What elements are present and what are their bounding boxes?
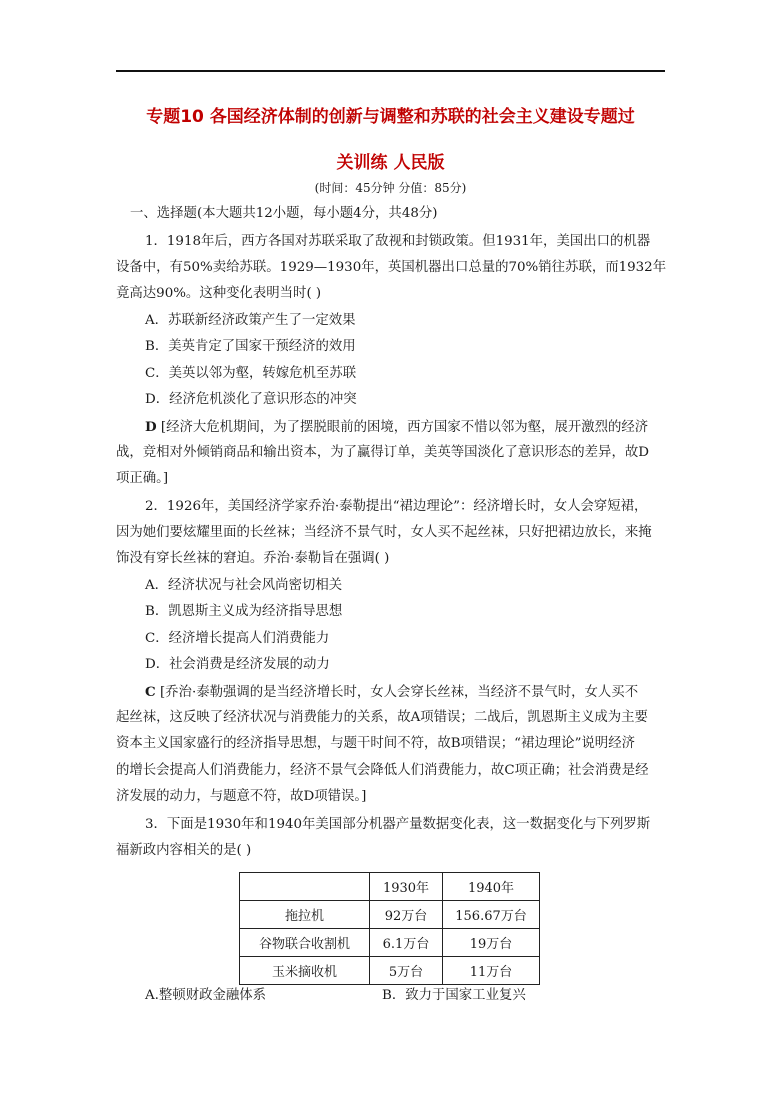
table-header-cell [240,873,370,901]
table-row [240,929,540,957]
q3-option-a: A.整顿财政金融体系 [145,988,267,1003]
table-header-cell: 1930年 [370,873,443,901]
q1-option-c: C．美英以邻为壑，转嫁危机至苏联 [145,366,357,381]
table-cell: 拖拉机 [240,901,370,929]
table-cell: 玉米摘收机 [240,957,370,985]
section-heading: 一、选择题(本大题共12小题，每小题4分，共48分) [130,206,438,221]
q2-explanation-line1: C [乔治·泰勒强调的是当经济增长时，女人会穿长丝袜，当经济不景气时，女人买不 [145,684,639,700]
q2-stem-line1: 2．1926年，美国经济学家乔治·泰勒提出“裙边理论”：经济增长时，女人会穿短裙， [145,499,648,514]
q1-option-a: A．苏联新经济政策产生了一定效果 [145,313,356,328]
q2-explanation-line5: 济发展的动力，与题意不符，故D项错误。] [116,789,367,804]
q2-option-b: B．凯恩斯主义成为经济指导思想 [145,604,343,619]
table-cell: 156.67万台 [443,901,540,929]
table-cell: 92万台 [370,901,443,929]
q1-option-b: B．美英肯定了国家干预经济的效用 [145,339,356,354]
table-cell: 6.1万台 [370,929,443,957]
q1-explanation-line1: D [经济大危机期间，为了摆脱眼前的困境，西方国家不惜以邻为壑，展开激烈的经济 [145,419,649,435]
q1-answer: D [145,419,157,435]
q1-explanation-line2: 战，竞相对外倾销商品和输出资本，为了赢得订单，美英等国淡化了意识形态的差异，故D [116,445,649,460]
table-header-row [240,873,540,901]
table-cell: 19万台 [443,929,540,957]
q2-stem-line2: 因为她们要炫耀里面的长丝袜；当经济不景气时，女人买不起丝袜，只好把裙边放长，来掩 [116,525,652,540]
table-cell: 5万台 [370,957,443,985]
q2-stem-line3: 饰没有穿长丝袜的窘迫。乔治·泰勒旨在强调( ) [116,551,390,566]
table-cell: 11万台 [443,957,540,985]
q2-option-d: D．社会消费是经济发展的动力 [145,657,330,672]
exam-meta: (时间：45分钟 分值：85分) [314,181,467,195]
page-title-line1: 专题10 各国经济体制的创新与调整和苏联的社会主义建设专题过 [146,107,635,127]
header-rule [116,70,665,72]
q2-answer: C [145,684,156,700]
table-cell: 谷物联合收割机 [240,929,370,957]
q3-option-b: B．致力于国家工业复兴 [382,988,526,1003]
table-row [240,957,540,985]
q2-option-a: A．经济状况与社会风尚密切相关 [145,578,343,593]
q3-stem-line1: 3．下面是1930年和1940年美国部分机器产量数据变化表，这一数据变化与下列罗斯 [145,817,651,832]
q1-explanation-line3: 项正确。] [116,471,169,486]
q2-explanation-line3: 资本主义国家盛行的经济指导思想，与题干时间不符，故B项错误；“裙边理论”说明经济 [116,736,635,751]
table-row [240,901,540,929]
q2-option-c: C．经济增长提高人们消费能力 [145,631,330,646]
q2-explanation-line2: 起丝袜，这反映了经济状况与消费能力的关系，故A项错误；二战后，凯恩斯主义成为主要 [116,710,648,725]
q2-explanation-line4: 的增长会提高人们消费能力，经济不景气会降低人们消费能力，故C项正确；社会消费是经 [116,763,649,778]
q3-stem-line2: 福新政内容相关的是( ) [116,843,252,858]
table-header-cell: 1940年 [443,873,540,901]
data-table [239,872,540,985]
q1-stem-line3: 竟高达90%。这种变化表明当时( ) [116,286,322,301]
q1-stem-line2: 设备中，有50%卖给苏联。1929—1930年，英国机器出口总量的70%销往苏联，而1932年 [116,260,667,275]
page-title-line2: 关训练 人民版 [336,153,445,173]
q1-option-d: D．经济危机淡化了意识形态的冲突 [145,392,357,407]
q1-stem-line1: 1．1918年后，西方各国对苏联采取了敌视和封锁政策。但1931年，美国出口的机器 [145,234,651,249]
